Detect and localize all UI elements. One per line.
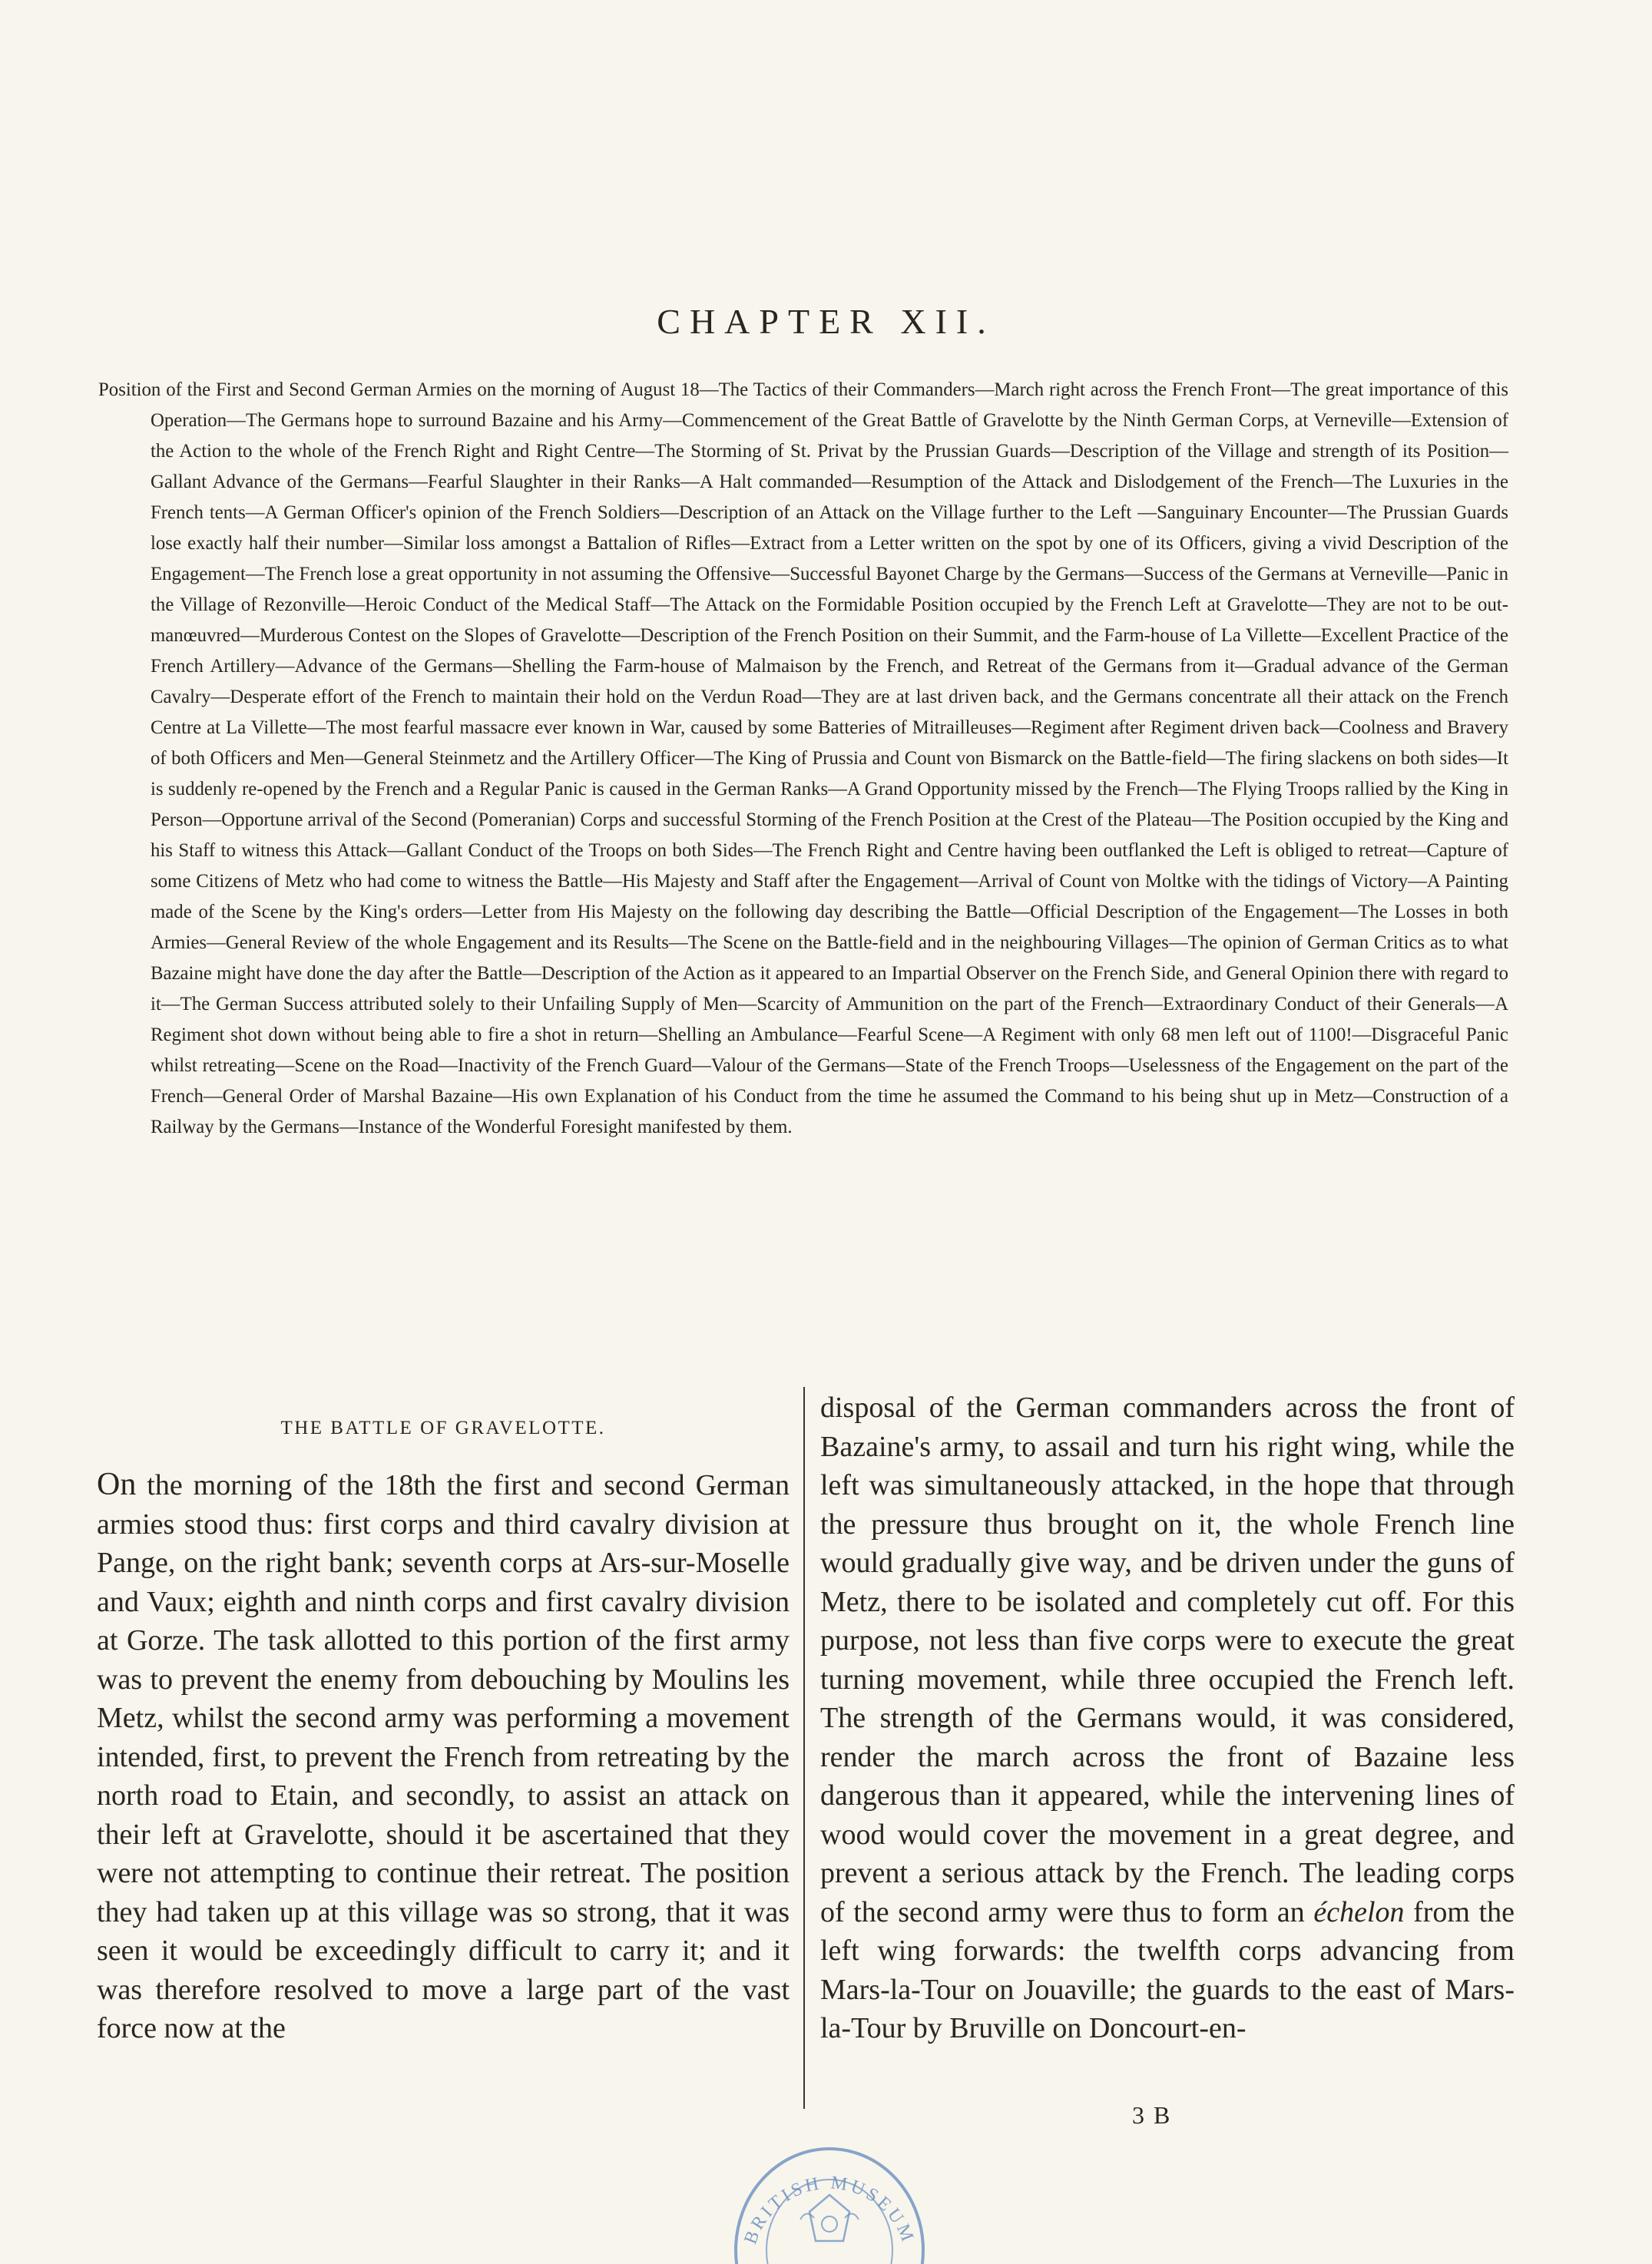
signature-mark: 3 B [1132, 2101, 1172, 2129]
body-italic-word: échelon [1313, 1895, 1405, 1928]
chapter-synopsis: Position of the First and Second German Armies on the morning of August 18—The Tactics of their Commanders—March right across the French Front—The great importance of this Operation—The Germans hope to surround Bazaine and his Army—Commencement of the Great Battle of Gravelotte by the Ninth German Corps, at Verneville—Extension of the Action to the whole of the French Right and Right Centre—The Storming of St. Privat by the Prussian Guards—Description of the Village and strength of its Position—Gallant Advance of the Germans—Fearful Slaughter in their Ranks—A Halt commanded—Resumption of the Attack and Dislodgement of the French—The Luxuries in the French tents—A German Officer's opinion of the French Soldiers—Description of an Attack on the Village further to the Left —Sanguinary Encounter—The Prussian Guards lose exactly half their number—Similar loss amongst a Battalion of Rifles—Extract from a Letter written on the spot by one of its Officers, giving a vivid Description of the Engagement—The French lose a great opportunity in not assuming the Offensive—Successful Bayonet Charge by the Germans—Success of the Germans at Verneville—Panic in the Village of Rezonville—Heroic Conduct of the Medical Staff—The Attack on the Formidable Position occupied by the French Left at Gravelotte—They are not to be out-manœuvred—Murderous Contest on the Slopes of Gravelotte—Description of the French Position on their Summit, and the Farm-house of La Villette—Excellent Practice of the French Artillery—Advance of the Germans—Shelling the Farm-house of Malmaison by the French, and Retreat of the Germans from it—Gradual advance of the German Cavalry—Desperate effort of the French to maintain their hold on the Verdun Road—They are at last driven back, and the Germans concentrate all their attack on the French Centre at La Villette—The most fearful massacre ever known in War, caused by some Batteries of Mitrailleuses—Regiment after Regiment driven back—Coolness and Bravery of both Officers and Men—General Steinmetz and the Artillery Officer—The King of Prussia and Count von Bismarck on the Battle-field—The firing slackens on both sides—It is suddenly re-opened by the French and a Regular Panic is caused in the German Ranks—A Grand Opportunity missed by the French—The Flying Troops rallied by the King in Person—Opportune arrival of the Second (Pomeranian) Corps and successful Storming of the French Position at the Crest of the Plateau—The Position occupied by the King and his Staff to witness this Attack—Gallant Conduct of the Troops on both Sides—The French Right and Centre having been outflanked the Left is obliged to retreat—Capture of some Citizens of Metz who had come to witness the Battle—His Majesty and Staff after the Engagement—Arrival of Count von Moltke with the tidings of Victory—A Painting made of the Scene by the King's orders—Letter from His Majesty on the following day describing the Battle—Official Description of the Engagement—The Losses in both Armies—General Review of the whole Engagement and its Results—The Scene on the Battle-field and in the neighbouring Villages—The opinion of German Critics as to what Bazaine might have done the day after the Battle—Description of the Action as it appeared to an Impartial Observer on the French Side, and General Opinion there with regard to it—The German Success attributed solely to their Unfailing Supply of Men—Scarcity of Ammunition on the part of the French—Extraordinary Conduct of their Generals—A Regiment shot down without being able to fire a shot in return—Shelling an Ambulance—Fearful Scene—A Regiment with only 68 men left out of 1100!—Disgraceful Panic whilst retreating—Scene on the Road—Inactivity of the French Guard—Valour of the Germans—State of the French Troops—Uselessness of the Engagement on the part of the French—General Order of Marshal Bazaine—His own Explanation of his Conduct from the time he assumed the Command to his being shut up in Metz—Construction of a Railway by the Germans—Instance of the Wonderful Foresight manifested by them. [98, 379, 1508, 1137]
body-column-left [97, 1422, 790, 2048]
library-stamp-icon [714, 2104, 945, 2264]
chapter-title: CHAPTER XII. [657, 302, 995, 341]
body-text-right-1: disposal of the German commanders across the front of Bazaine's army, to assail and turn his right wing, while the left was simultaneously attacked, in the hope that through the pressure thus brought on it, the whole French line would gradually give way, and be driven under the guns of Metz, there to be isolated and completely cut off. For this purpose, not less than five corps were to execute the great turning movement, while three occupied the French left. The strength of the Germans would, it was considered, render the march across the front of Bazaine less dangerous than it appeared, while the intervening lines of wood would cover the movement in a great degree, and prevent a serious attack by the French. The leading corps of the second army were thus to form an [820, 1392, 1515, 1928]
stamp-lettering: BRITISH MUSEUM [740, 2173, 919, 2247]
body-column-right [820, 1389, 1515, 2048]
drop-cap-word: On [97, 1467, 137, 1502]
body-paragraph-left [97, 1465, 790, 2048]
column-divider [803, 1387, 805, 2109]
body-text-right-2: from the left wing forwards: the twelfth corps advancing from Mars-la-Tour on Jouaville; the guards to the east of Mars-la-Tour by Bruville on Doncourt-en- [820, 1895, 1515, 2044]
body-text-left: the morning of the 18th the first and second German armies stood thus: first corps and third cavalry division at Pange, on the right bank; seventh corps at Ars-sur-Moselle and Vaux; eighth and ninth corps and first cavalry division at Gorze. The task allotted to this portion of the first army was to prevent the enemy from debouching by Moulins les Metz, whilst the second army was performing a movement intended, first, to prevent the French from retreating by the north road to Etain, and secondly, to assist an attack on their left at Gravelotte, should it be ascertained that they were not attempting to continue their retreat. The position they had taken up at this village was so strong, that it was seen it would be exceedingly difficult to carry it; and it was therefore resolved to move a large part of the vast force now at the [97, 1469, 790, 2044]
section-heading: THE BATTLE OF GRAVELOTTE. [280, 1418, 606, 1438]
